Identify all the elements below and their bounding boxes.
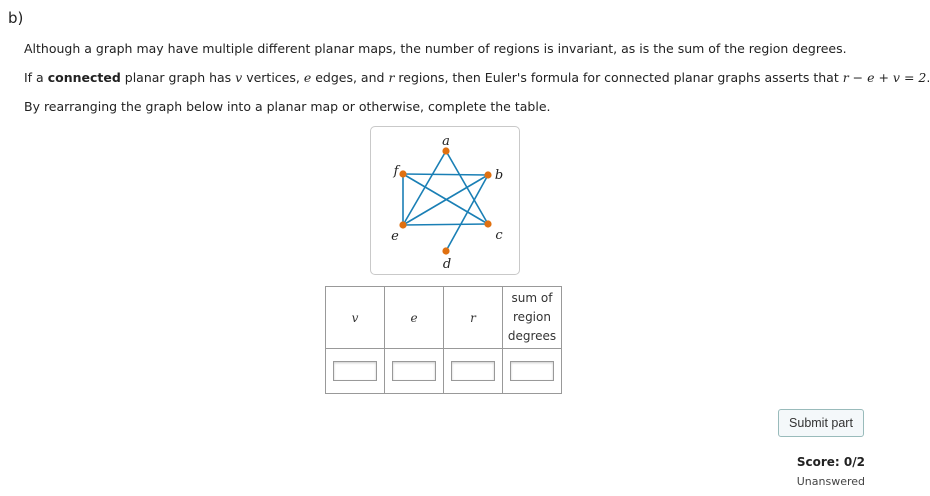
part-label: b) <box>8 9 24 27</box>
vertex-label-d: d <box>442 257 452 272</box>
cell-e <box>385 349 444 394</box>
sum-degrees-input[interactable] <box>510 361 554 381</box>
vertex-label-f: f <box>393 164 399 179</box>
graph-vertex-b <box>484 171 491 178</box>
vertex-label-b: b <box>494 168 504 183</box>
graph-vertex-f <box>399 170 406 177</box>
graph-vertex-e <box>399 221 406 228</box>
euler-text-end: . <box>926 70 930 85</box>
euler-statement <box>24 70 930 85</box>
cell-v <box>326 349 385 394</box>
graph-edge-ec <box>403 224 488 225</box>
v-symbol: v <box>235 70 243 85</box>
e-symbol: e <box>303 70 312 85</box>
euler-text-4: edges, and <box>311 70 389 85</box>
sum-header-line-2: region <box>513 310 551 324</box>
header-v: v <box>326 287 385 349</box>
header-r: r <box>444 287 503 349</box>
euler-formula: r − e + v = 2 <box>842 70 927 85</box>
answer-table <box>325 286 562 394</box>
graph-vertex-d <box>442 247 449 254</box>
graph-svg <box>371 127 521 276</box>
graph-edge-fb <box>403 174 488 175</box>
answer-status: Unanswered <box>796 475 865 488</box>
sum-header-line-3: degrees <box>507 329 557 343</box>
sum-header-line-1: sum of <box>511 291 553 305</box>
score-text: Score: 0/2 <box>796 455 865 469</box>
table-header-row <box>326 287 562 349</box>
connected-term: connected <box>47 70 121 85</box>
v-input[interactable] <box>333 361 377 381</box>
e-input[interactable] <box>392 361 436 381</box>
vertex-label-c: c <box>495 228 503 243</box>
cell-r <box>444 349 503 394</box>
graph-vertex-c <box>484 220 491 227</box>
vertex-label-a: a <box>442 134 450 149</box>
instruction-text: By rearranging the graph below into a planar map or otherwise, complete the table. <box>24 99 551 114</box>
graph-edge-eb <box>403 175 488 225</box>
graph-edge-ae <box>403 151 446 225</box>
euler-text-2: planar graph has <box>120 70 236 85</box>
euler-text-3: vertices, <box>242 70 304 85</box>
euler-text-1: If a <box>24 70 48 85</box>
graph-figure <box>370 126 520 275</box>
vertex-label-e: e <box>391 229 399 244</box>
cell-sum <box>503 349 562 394</box>
r-input[interactable] <box>451 361 495 381</box>
euler-text-5: regions, then Euler's formula for connected planar graphs asserts that <box>394 70 843 85</box>
header-e: e <box>385 287 444 349</box>
r-symbol: r <box>388 70 395 85</box>
header-sum-region-degrees <box>503 287 562 349</box>
submit-part-button[interactable]: Submit part <box>778 409 864 437</box>
table-input-row <box>326 349 562 394</box>
intro-text: Although a graph may have multiple different planar maps, the number of regions is invariant, as is the sum of the region degrees. <box>24 41 847 56</box>
